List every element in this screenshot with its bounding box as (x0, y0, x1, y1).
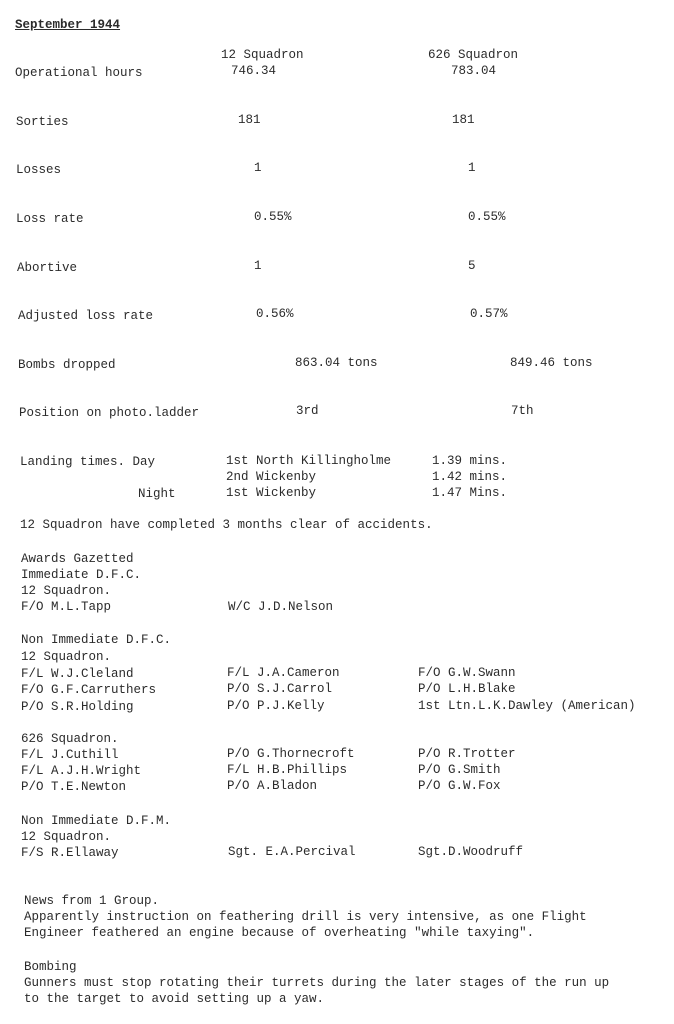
column-header-626-squadron: 626 Squadron (428, 48, 519, 62)
bombing-line: to the target to avoid setting up a yaw. (24, 992, 325, 1006)
stat-label: Position on photo.ladder (19, 406, 200, 420)
stat-value-626: 181 (452, 113, 475, 127)
stat-label: Abortive (17, 261, 78, 275)
stat-value-626: 0.55% (468, 210, 506, 224)
landing-place: 1st Wickenby (226, 486, 317, 500)
immediate-dfc-heading: Immediate D.F.C. (21, 568, 142, 582)
award-name: F/L W.J.Cleland (21, 667, 134, 681)
award-name: W/C J.D.Nelson (228, 600, 334, 614)
landing-place: 2nd Wickenby (226, 470, 317, 484)
award-name: F/O M.L.Tapp (21, 600, 112, 614)
stat-value-12: 0.56% (256, 307, 294, 321)
stat-value-626: 1 (468, 161, 476, 175)
news-line: Engineer feathered an engine because of overheating "while taxying". (24, 926, 535, 940)
award-name: P/O S.R.Holding (21, 700, 134, 714)
award-name: Sgt.D.Woodruff (418, 845, 524, 859)
stat-label: Bombs dropped (18, 358, 116, 372)
award-name: P/O G.W.Fox (418, 779, 501, 793)
award-name: 1st Ltn.L.K.Dawley (American) (418, 699, 636, 713)
stat-value-12: 1 (254, 259, 262, 273)
award-name: P/O G.Smith (418, 763, 501, 777)
accidents-note: 12 Squadron have completed 3 months clear of accidents. (20, 518, 433, 532)
non-immediate-dfm-heading: Non Immediate D.F.M. (21, 814, 172, 828)
stat-value-12: 863.04 tons (295, 356, 378, 370)
awards-heading: Awards Gazetted (21, 552, 134, 566)
award-name: P/O G.Thornecroft (227, 747, 355, 761)
stat-value-626: 5 (468, 259, 476, 273)
landing-times-label: Landing times. Day (20, 455, 156, 469)
stat-label: Loss rate (16, 212, 84, 226)
award-name: P/O S.J.Carrol (227, 682, 333, 696)
stat-value-12: 181 (238, 113, 261, 127)
squadron-label: 12 Squadron. (21, 650, 112, 664)
award-name: P/O T.E.Newton (21, 780, 127, 794)
stat-value-12: 0.55% (254, 210, 292, 224)
award-name: F/L J.Cuthill (21, 748, 119, 762)
award-name: F/L A.J.H.Wright (21, 764, 142, 778)
bombing-line: Gunners must stop rotating their turrets during the later stages of the run up (24, 976, 610, 990)
bombing-heading: Bombing (24, 960, 77, 974)
stat-value-12: 3rd (296, 404, 319, 418)
stat-value-626: 849.46 tons (510, 356, 593, 370)
stat-value-626: 0.57% (470, 307, 508, 321)
stat-value-12: 746.34 (231, 64, 277, 78)
news-line: Apparently instruction on feathering drill is very intensive, as one Flight (24, 910, 587, 924)
award-name: P/O A.Bladon (227, 779, 318, 793)
stat-label: Adjusted loss rate (18, 309, 154, 323)
award-name: P/O R.Trotter (418, 747, 516, 761)
award-name: Sgt. E.A.Percival (228, 845, 356, 859)
landing-night-label: Night (138, 487, 176, 501)
award-name: F/O G.W.Swann (418, 666, 516, 680)
stat-value-12: 1 (254, 161, 262, 175)
landing-time: 1.39 mins. (432, 454, 508, 468)
squadron-label: 12 Squadron. (21, 830, 112, 844)
award-name: P/O P.J.Kelly (227, 699, 325, 713)
squadron-label: 12 Squadron. (21, 584, 112, 598)
stat-value-626: 7th (511, 404, 534, 418)
award-name: F/O G.F.Carruthers (21, 683, 157, 697)
landing-place: 1st North Killingholme (226, 454, 392, 468)
column-header-12-squadron: 12 Squadron (221, 48, 304, 62)
non-immediate-dfc-heading: Non Immediate D.F.C. (21, 633, 172, 647)
stat-value-626: 783.04 (451, 64, 497, 78)
stat-label: Operational hours (15, 66, 143, 80)
award-name: F/L J.A.Cameron (227, 666, 340, 680)
award-name: F/L H.B.Phillips (227, 763, 348, 777)
stat-label: Losses (16, 163, 62, 177)
landing-time: 1.42 mins. (432, 470, 508, 484)
squadron-label: 626 Squadron. (21, 732, 119, 746)
award-name: F/S R.Ellaway (21, 846, 119, 860)
page-title: September 1944 (15, 18, 121, 32)
landing-time: 1.47 Mins. (432, 486, 508, 500)
award-name: P/O L.H.Blake (418, 682, 516, 696)
stat-label: Sorties (16, 115, 69, 129)
news-heading: News from 1 Group. (24, 894, 160, 908)
